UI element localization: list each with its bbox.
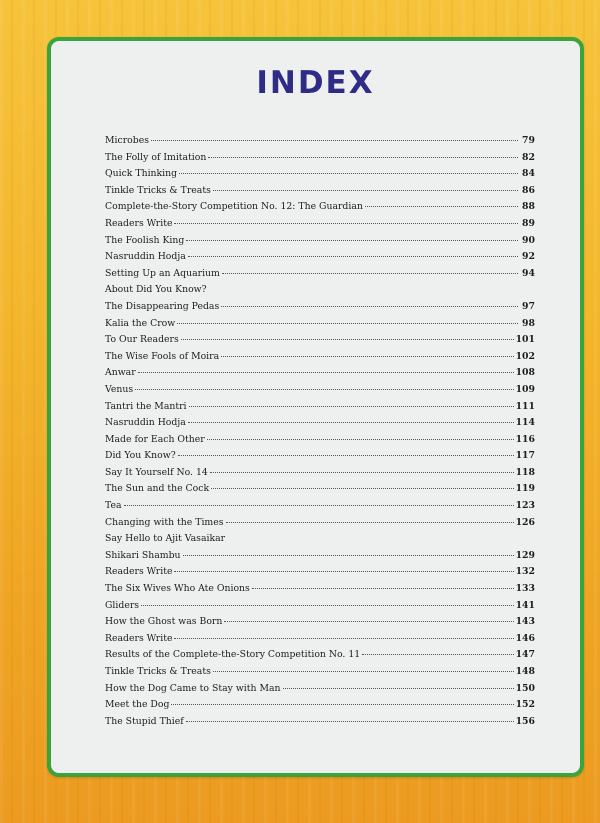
index-list bbox=[105, 135, 535, 732]
entry-title: How the Ghost was Born bbox=[105, 616, 223, 628]
index-entry bbox=[105, 550, 535, 567]
entry-title: Shikari Shambu bbox=[105, 549, 181, 561]
entry-page-number: 92 bbox=[522, 251, 535, 263]
dot-leader bbox=[188, 256, 518, 257]
entry-page-number: 150 bbox=[515, 682, 535, 694]
entry-title: Nasruddin Hodja bbox=[105, 251, 186, 263]
dot-leader bbox=[141, 605, 514, 606]
index-entry bbox=[105, 716, 535, 733]
entry-page-number: 114 bbox=[515, 417, 535, 429]
entry-title: The Stupid Thief bbox=[105, 715, 184, 727]
index-entry bbox=[105, 401, 535, 418]
index-entry bbox=[105, 318, 535, 335]
dot-leader bbox=[221, 356, 513, 357]
entry-page-number: 146 bbox=[515, 632, 535, 644]
entry-title: Venus bbox=[105, 383, 134, 395]
entry-page-number: 152 bbox=[515, 699, 535, 711]
index-entry bbox=[105, 683, 535, 700]
entry-title: Microbes bbox=[105, 135, 149, 146]
entry-title: Nasruddin Hodja bbox=[105, 417, 186, 429]
entry-title: Tantri the Mantri bbox=[105, 400, 187, 412]
index-entry bbox=[105, 351, 535, 368]
dot-leader bbox=[124, 505, 514, 506]
entry-title: Readers Write bbox=[105, 566, 173, 578]
entry-page-number: 118 bbox=[515, 466, 535, 478]
dot-leader bbox=[283, 688, 514, 689]
entry-page-number: 84 bbox=[522, 168, 535, 180]
dot-leader bbox=[178, 455, 514, 456]
page-title: INDEX bbox=[256, 65, 375, 101]
index-entry bbox=[105, 434, 535, 451]
entry-page-number: 148 bbox=[515, 666, 535, 677]
dot-leader bbox=[171, 704, 513, 705]
entry-page-number: 88 bbox=[522, 201, 535, 213]
entry-title: Tinkle Tricks & Treats bbox=[105, 666, 211, 677]
entry-page-number: 129 bbox=[515, 549, 535, 561]
entry-page-number: 141 bbox=[515, 599, 535, 611]
entry-title: To Our Readers bbox=[105, 334, 179, 346]
index-entry bbox=[105, 500, 535, 517]
dot-leader bbox=[222, 273, 518, 274]
dot-leader bbox=[362, 654, 513, 655]
index-entry bbox=[105, 483, 535, 500]
index-entry bbox=[105, 268, 535, 285]
dot-leader bbox=[174, 571, 513, 572]
entry-title: Readers Write bbox=[105, 217, 173, 229]
entry-title: Anwar bbox=[105, 367, 136, 379]
entry-title: Results of the Complete-the-Story Competition No. 11 bbox=[105, 649, 361, 661]
dot-leader bbox=[213, 190, 518, 191]
entry-page-number: 79 bbox=[522, 135, 535, 146]
dot-leader bbox=[186, 240, 518, 241]
entry-title: Complete-the-Story Competition No. 12: The Guardian bbox=[105, 201, 363, 213]
entry-title: The Folly of Imitation bbox=[105, 151, 207, 163]
index-entry bbox=[105, 235, 535, 252]
entry-page-number: 119 bbox=[515, 483, 535, 495]
entry-title: Setting Up an Aquarium bbox=[105, 267, 220, 279]
index-entry bbox=[105, 467, 535, 484]
dot-leader bbox=[224, 621, 513, 622]
entry-title: Readers Write bbox=[105, 632, 173, 644]
entry-page-number: 102 bbox=[515, 350, 535, 362]
dot-leader bbox=[189, 406, 514, 407]
dot-leader bbox=[151, 140, 518, 141]
entry-page-number: 90 bbox=[522, 234, 535, 246]
index-entry bbox=[105, 301, 535, 318]
entry-page-number: 82 bbox=[522, 151, 535, 163]
entry-page-number: 101 bbox=[515, 334, 535, 346]
index-entry bbox=[105, 284, 535, 301]
index-entry bbox=[105, 251, 535, 268]
dot-leader bbox=[211, 488, 513, 489]
entry-page-number: 156 bbox=[515, 715, 535, 727]
entry-title: Made for Each Other bbox=[105, 433, 205, 445]
index-entry bbox=[105, 699, 535, 716]
entry-page-number: 108 bbox=[515, 367, 535, 379]
index-entry bbox=[105, 135, 535, 152]
entry-page-number: 132 bbox=[515, 566, 535, 578]
entry-page-number: 86 bbox=[522, 184, 535, 196]
index-entry bbox=[105, 616, 535, 633]
entry-title: Meet the Dog bbox=[105, 699, 170, 711]
dot-leader bbox=[188, 422, 514, 423]
index-entry bbox=[105, 201, 535, 218]
index-card bbox=[47, 37, 584, 777]
dot-leader bbox=[138, 372, 514, 373]
dot-leader bbox=[179, 173, 518, 174]
dot-leader bbox=[181, 339, 514, 340]
dot-leader bbox=[174, 638, 513, 639]
entry-page-number: 89 bbox=[522, 217, 535, 229]
index-entry bbox=[105, 666, 535, 683]
index-entry bbox=[105, 152, 535, 169]
entry-title: How the Dog Came to Stay with Man bbox=[105, 682, 281, 694]
entry-title: Tinkle Tricks & Treats bbox=[105, 184, 211, 196]
entry-page-number: 116 bbox=[515, 433, 535, 445]
index-entry bbox=[105, 517, 535, 534]
dot-leader bbox=[221, 306, 518, 307]
entry-title: Say Hello to Ajit Vasaikar bbox=[105, 533, 226, 545]
dot-leader bbox=[213, 671, 514, 672]
entry-title: Tea bbox=[105, 500, 122, 512]
entry-page-number: 143 bbox=[515, 616, 535, 628]
entry-title: The Wise Fools of Moira bbox=[105, 350, 220, 362]
index-entry bbox=[105, 533, 535, 550]
entry-title: The Foolish King bbox=[105, 234, 185, 246]
index-entry bbox=[105, 583, 535, 600]
dot-leader bbox=[210, 472, 514, 473]
dot-leader bbox=[135, 389, 513, 390]
dot-leader bbox=[174, 223, 518, 224]
dot-leader bbox=[252, 588, 514, 589]
index-entry bbox=[105, 633, 535, 650]
entry-page-number: 109 bbox=[515, 383, 535, 395]
entry-page-number: 147 bbox=[515, 649, 535, 661]
entry-page-number: 133 bbox=[515, 583, 535, 595]
entry-title: About Did You Know? bbox=[105, 284, 207, 296]
dot-leader bbox=[208, 157, 518, 158]
entry-page-number: 94 bbox=[522, 267, 535, 279]
entry-title: The Six Wives Who Ate Onions bbox=[105, 583, 250, 595]
entry-title: Quick Thinking bbox=[105, 168, 178, 180]
index-entry bbox=[105, 168, 535, 185]
dot-leader bbox=[226, 522, 514, 523]
entry-title: The Sun and the Cock bbox=[105, 483, 210, 495]
entry-page-number: 123 bbox=[515, 500, 535, 512]
entry-page-number: 126 bbox=[515, 516, 535, 528]
index-entry bbox=[105, 450, 535, 467]
index-entry bbox=[105, 367, 535, 384]
index-entry bbox=[105, 185, 535, 202]
dot-leader bbox=[186, 721, 514, 722]
dot-leader bbox=[207, 439, 514, 440]
entry-page-number: 98 bbox=[522, 317, 535, 329]
entry-page-number: 111 bbox=[515, 400, 535, 412]
entry-title: Changing with the Times bbox=[105, 516, 224, 528]
entry-title: Say It Yourself No. 14 bbox=[105, 466, 208, 478]
index-entry bbox=[105, 566, 535, 583]
index-entry bbox=[105, 384, 535, 401]
dot-leader bbox=[183, 555, 514, 556]
entry-page-number: 97 bbox=[522, 300, 535, 312]
index-entry bbox=[105, 649, 535, 666]
dot-leader bbox=[177, 323, 518, 324]
entry-title: Kalia the Crow bbox=[105, 317, 176, 329]
index-entry bbox=[105, 417, 535, 434]
entry-title: Did You Know? bbox=[105, 450, 176, 462]
index-entry bbox=[105, 600, 535, 617]
index-entry bbox=[105, 334, 535, 351]
index-entry bbox=[105, 218, 535, 235]
dot-leader bbox=[365, 206, 518, 207]
entry-title: Gliders bbox=[105, 599, 140, 611]
entry-page-number: 117 bbox=[515, 450, 535, 462]
entry-title: The Disappearing Pedas bbox=[105, 300, 220, 312]
